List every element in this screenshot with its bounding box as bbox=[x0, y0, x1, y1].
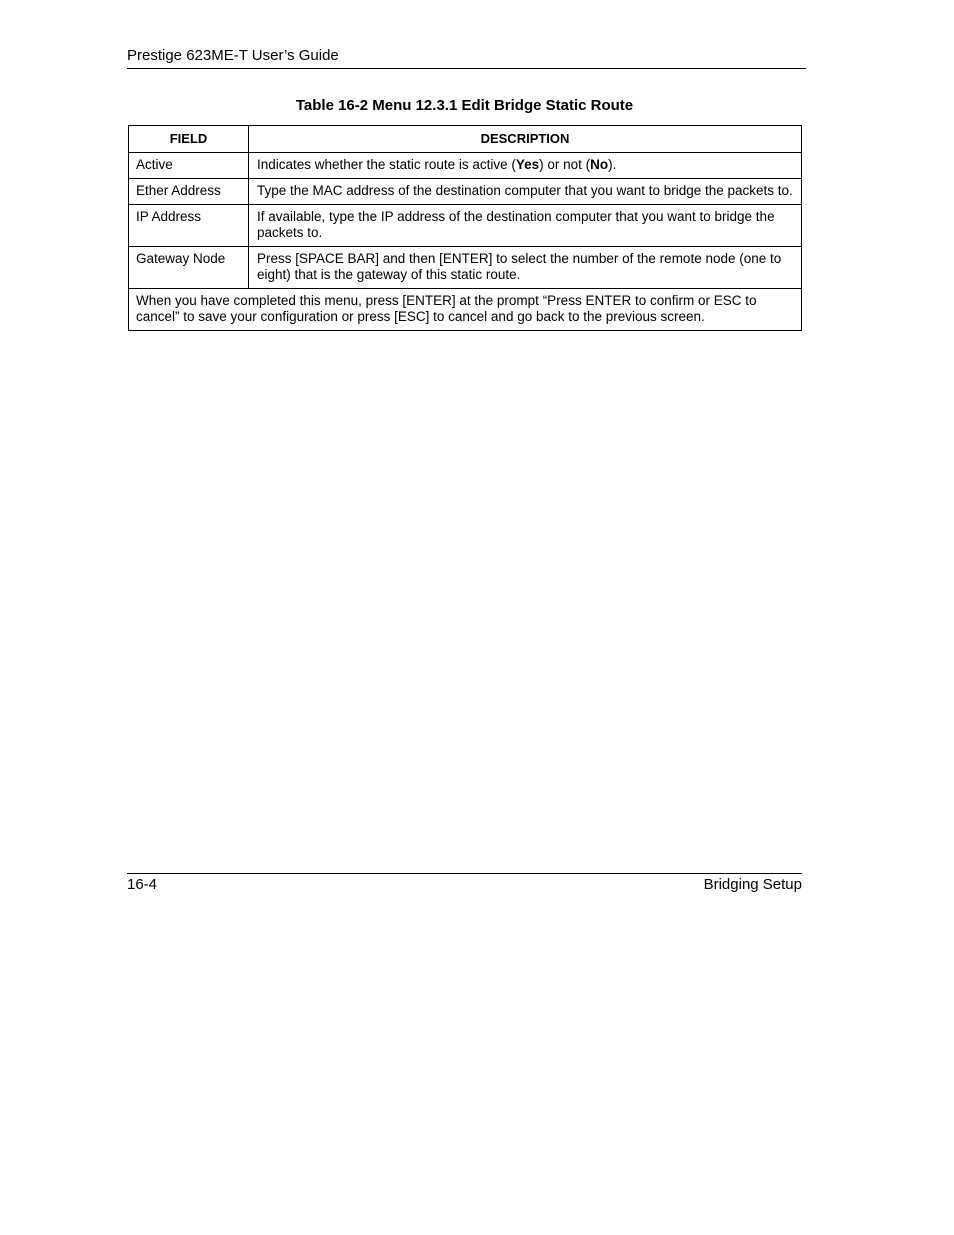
column-header-field: FIELD bbox=[129, 126, 249, 153]
table-row bbox=[129, 247, 802, 289]
bridge-static-route-table bbox=[128, 125, 802, 331]
table-row bbox=[129, 205, 802, 247]
description-text: ) or not ( bbox=[539, 157, 591, 172]
field-cell: IP Address bbox=[129, 205, 249, 247]
section-title: Bridging Setup bbox=[703, 876, 802, 893]
description-cell: Press [SPACE BAR] and then [ENTER] to select the number of the remote node (one to eight) that is the gateway of this static route. bbox=[249, 247, 802, 289]
table-header-row bbox=[129, 126, 802, 153]
page-header bbox=[127, 47, 806, 69]
no-value: No bbox=[590, 157, 609, 172]
document-title: Prestige 623ME-T User’s Guide bbox=[127, 47, 339, 64]
table-note: When you have completed this menu, press [ENTER] at the prompt “Press ENTER to confirm or ESC to cancel” to save your configuration or press [ESC] to cancel and go back to the previous screen. bbox=[129, 289, 802, 331]
field-cell: Gateway Node bbox=[129, 247, 249, 289]
page-footer bbox=[127, 873, 802, 894]
description-text: ). bbox=[608, 157, 617, 172]
field-cell: Ether Address bbox=[129, 179, 249, 205]
description-cell: If available, type the IP address of the destination computer that you want to bridge the packets to. bbox=[249, 205, 802, 247]
description-cell: Type the MAC address of the destination computer that you want to bridge the packets to. bbox=[249, 179, 802, 205]
description-text: Indicates whether the static route is active ( bbox=[257, 157, 516, 172]
page-number: 16-4 bbox=[127, 876, 158, 893]
table-caption: Table 16-2 Menu 12.3.1 Edit Bridge Static Route bbox=[295, 97, 634, 114]
description-cell bbox=[249, 153, 802, 179]
table-row bbox=[129, 153, 802, 179]
yes-value: Yes bbox=[515, 157, 540, 172]
table-row bbox=[129, 179, 802, 205]
field-cell: Active bbox=[129, 153, 249, 179]
table-note-row bbox=[129, 289, 802, 331]
column-header-description: DESCRIPTION bbox=[249, 126, 802, 153]
